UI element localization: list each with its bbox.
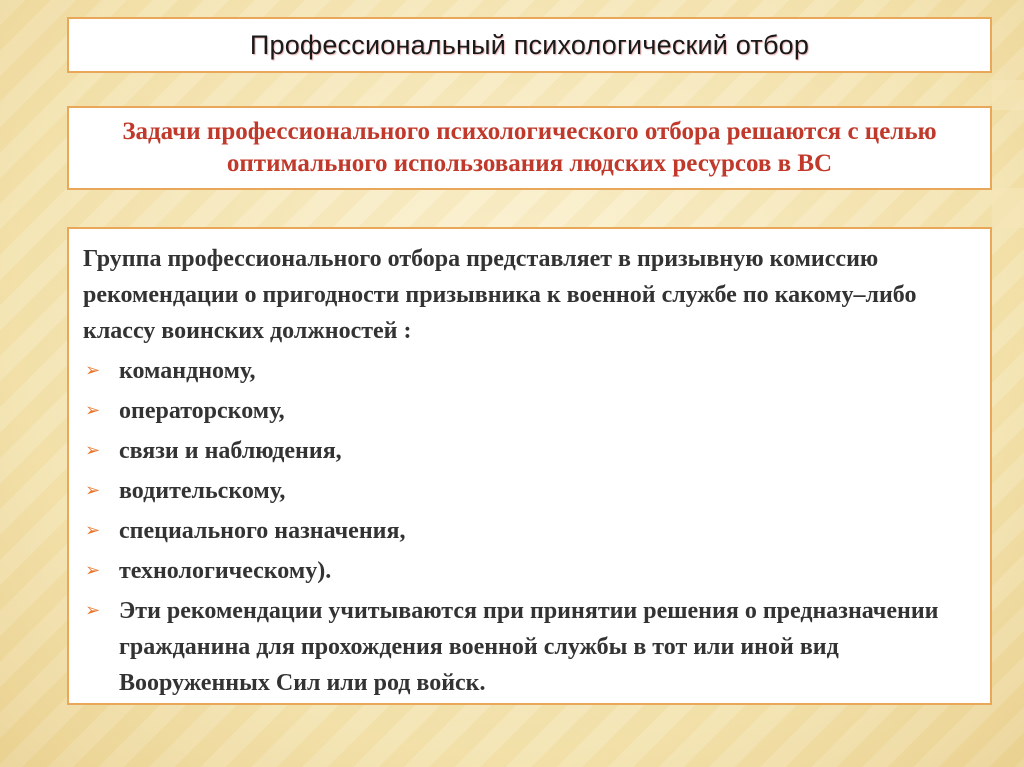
slide-title: Профессиональный психологический отбор xyxy=(249,29,810,60)
list-item xyxy=(83,593,970,701)
chevron-right-icon: ➢ xyxy=(85,360,101,381)
list-item-label: связи и наблюдения, xyxy=(119,438,342,464)
list-item xyxy=(83,433,970,469)
chevron-right-icon: ➢ xyxy=(85,440,101,461)
decorative-tab-middle xyxy=(992,188,1024,228)
list-item-label: водительскому, xyxy=(119,478,286,504)
decorative-tab-top xyxy=(992,80,1024,110)
bullet-list xyxy=(83,353,970,701)
chevron-right-icon: ➢ xyxy=(85,520,101,541)
list-item xyxy=(83,553,970,589)
list-item xyxy=(83,473,970,509)
chevron-right-icon: ➢ xyxy=(85,560,101,581)
list-item xyxy=(83,353,970,389)
chevron-right-icon: ➢ xyxy=(85,600,101,621)
chevron-right-icon: ➢ xyxy=(85,400,101,421)
list-item-label: Эти рекомендации учитываются при принятии решения о предназначении гражданина для прохождения военной службы в тот или иной вид Вооруженных Сил или род войск. xyxy=(119,598,939,696)
content-box xyxy=(67,227,992,705)
title-box xyxy=(67,17,992,73)
list-item-label: командному, xyxy=(119,358,256,384)
intro-text: Группа профессионального отбора представляет в призывную комиссию рекомендации о пригодности призывника к военной службе по какому–либо классу воинских должностей : xyxy=(83,246,917,344)
task-box xyxy=(67,106,992,190)
task-text: Задачи профессионального психологического отбора решаются с целью оптимального использования людских ресурсов в ВС xyxy=(122,118,937,177)
list-item-label: технологическому). xyxy=(119,558,332,584)
chevron-right-icon: ➢ xyxy=(85,480,101,501)
list-item xyxy=(83,513,970,549)
list-item-label: операторскому, xyxy=(119,398,285,424)
list-item xyxy=(83,393,970,429)
list-item-label: специального назначения, xyxy=(119,518,406,544)
